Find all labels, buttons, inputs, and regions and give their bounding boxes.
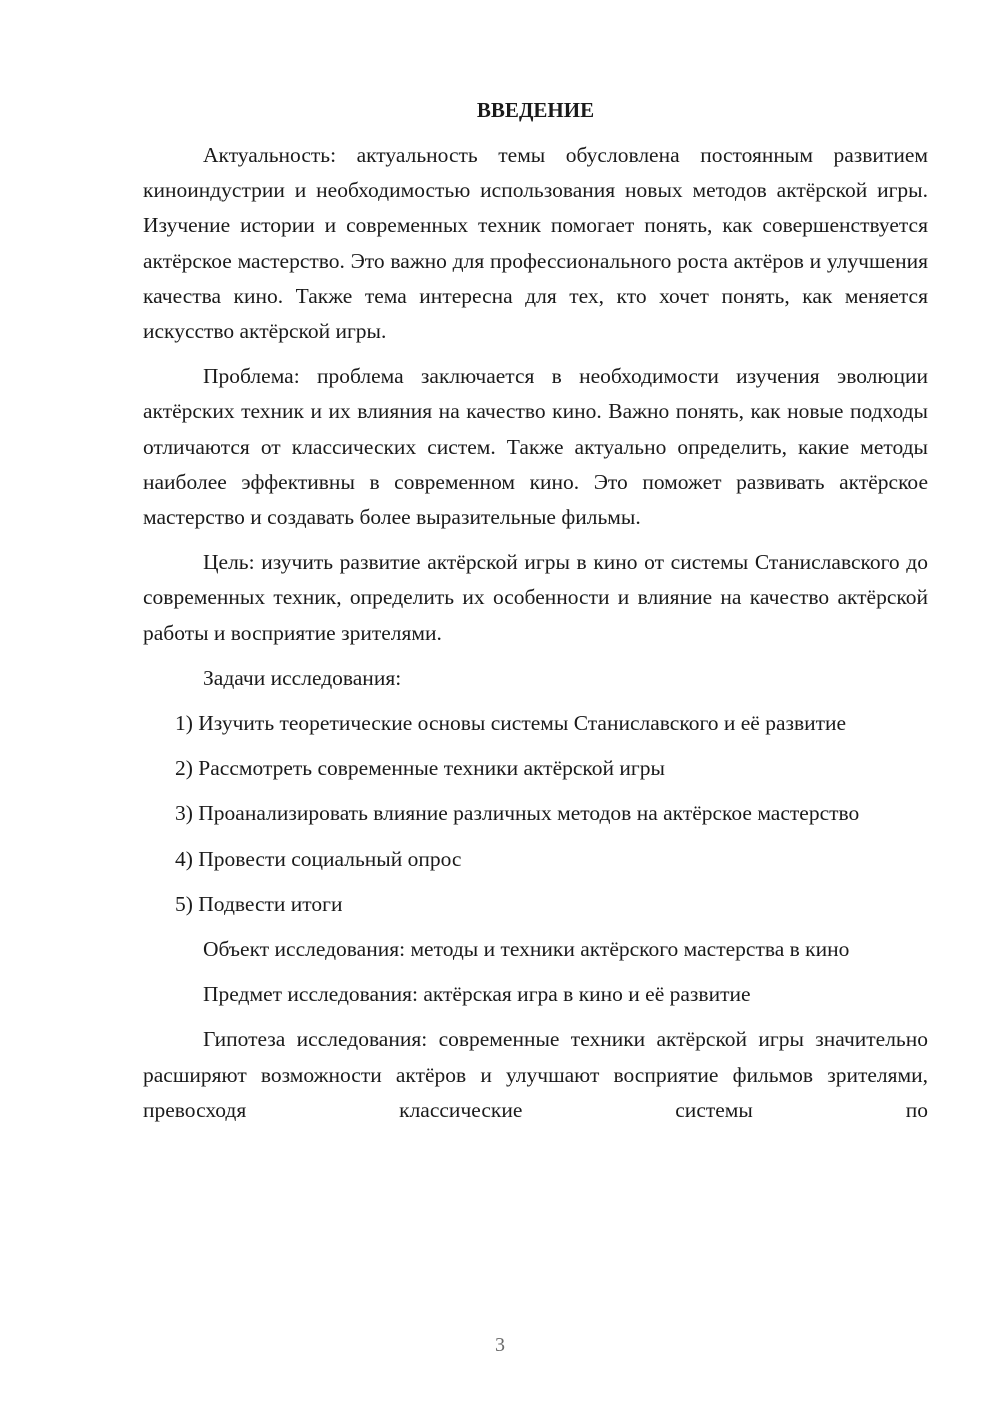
task-item-3: 3) Проанализировать влияние различных методов на актёрское мастерство <box>175 801 860 826</box>
tasks-heading: Задачи исследования: <box>203 665 402 690</box>
paragraph-problem: Проблема: проблема заключается в необходимости изучения эволюции актёрских техник и их влияния на качество кино. Важно понять, как новые подходы отличаются от классических систем. Также актуально определить, какие методы наиболее эффективны в современном кино. Это поможет развивать актёрское мастерство и создавать более выразительные фильмы. <box>143 364 928 530</box>
paragraph-subject: Предмет исследования: актёрская игра в кино и её развитие <box>203 982 751 1007</box>
page-number: 3 <box>495 1334 505 1356</box>
task-item-1: 1) Изучить теоретические основы системы Станиславского и её развитие <box>175 711 847 736</box>
task-item-4: 4) Провести социальный опрос <box>175 846 462 871</box>
paragraph-object: Объект исследования: методы и техники актёрского мастерства в кино <box>203 937 850 962</box>
document-page <box>143 96 928 1138</box>
paragraph-relevance: Актуальность: актуальность темы обусловлена постоянным развитием киноиндустрии и необходимостью использования новых методов актёрской игры. Изучение истории и современных техник помогает понять, как совершенствуется актёрское мастерство. Это важно для профессионального роста актёров и улучшения качества кино. Также тема интересна для тех, кто хочет понять, как меняется искусство актёрской игры. <box>143 143 928 344</box>
paragraph-goal: Цель: изучить развитие актёрской игры в кино от системы Станиславского до современных техник, определить их особенности и влияние на качество актёрской работы и восприятие зрителями. <box>143 550 928 645</box>
task-item-5: 5) Подвести итоги <box>175 891 343 916</box>
paragraph-hypothesis: Гипотеза исследования: современные техники актёрской игры значительно расширяют возможности актёров и улучшают восприятие фильмов зрителями, превосходя классические системы по <box>143 1027 928 1122</box>
section-title: ВВЕДЕНИЕ <box>476 98 595 122</box>
task-item-2: 2) Рассмотреть современные техники актёрской игры <box>175 756 665 781</box>
